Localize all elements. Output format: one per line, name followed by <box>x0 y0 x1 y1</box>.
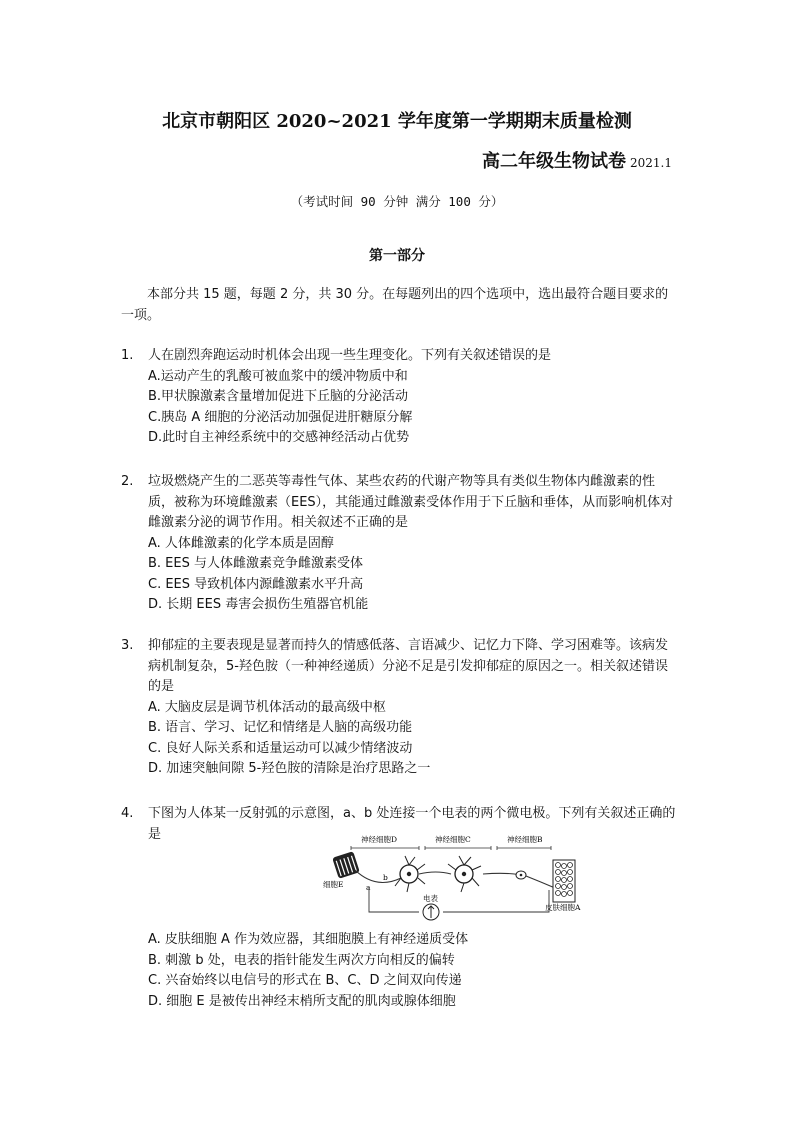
label-skin-cell-a: 皮肤细胞A <box>545 903 581 912</box>
neuron-b-body <box>516 871 526 879</box>
option-d: D.此时自主神经系统中的交感神经活动占优势 <box>148 430 410 445</box>
option-d: D. 加速突触间隙 5-羟色胺的清除是治疗思路之一 <box>148 761 431 776</box>
option-d: D. 长期 EES 毒害会损伤生殖器官机能 <box>148 597 369 612</box>
axon-d <box>355 870 401 883</box>
question-stem: 人在剧烈奔跑运动时机体会出现一些生理变化。下列有关叙述错误的是 <box>148 348 552 363</box>
option-a: A.运动产生的乳酸可被血浆中的缓冲物质中和 <box>148 368 408 384</box>
section-intro: 本部分共 15 题，每题 2 分，共 30 分。在每题列出的四个选项中，选出最符合题目要求的一项。 <box>121 287 669 323</box>
option-b: B.甲状腺激素含量增加促进下丘脑的分泌活动 <box>148 389 409 404</box>
question-number: 3. <box>121 638 134 653</box>
option-b: B. EES 与人体雌激素竞争雌激素受体 <box>148 556 363 571</box>
label-cell-e: 细胞E <box>323 880 344 889</box>
option-a: A. 皮肤细胞 A 作为效应器，其细胞膜上有神经递质受体 <box>148 932 469 947</box>
label-point-a: a <box>366 883 371 892</box>
option-a: A. 大脑皮层是调节机体活动的最高级中枢 <box>148 699 386 715</box>
reflex-arc-diagram <box>321 830 591 925</box>
question-4-options <box>121 930 677 1012</box>
meter-wire-left <box>369 888 419 912</box>
question-3 <box>121 636 677 780</box>
meter-icon <box>423 904 439 920</box>
exam-title: 北京市朝阳区 2020~2021 学年度第一学期期末质量检测 <box>162 111 632 132</box>
exam-meta: （考试时间 90 分钟 满分 100 分） <box>290 194 504 209</box>
neuron-brackets <box>351 846 551 850</box>
label-neuron-d: 神经细胞D <box>361 835 398 844</box>
question-1 <box>121 346 677 449</box>
label-meter: 电表 <box>423 894 438 903</box>
option-c: C. 良好人际关系和适量运动可以减少情绪波动 <box>148 740 413 756</box>
question-number: 1. <box>121 348 134 363</box>
option-b: B. 刺激 b 处，电表的指针能发生两次方向相反的偏转 <box>148 952 455 968</box>
label-neuron-c: 神经细胞C <box>435 835 471 844</box>
cell-e-muscle <box>332 851 360 879</box>
option-b: B. 语言、学习、记忆和情绪是人脑的高级功能 <box>148 720 413 735</box>
axon-c <box>419 872 451 874</box>
label-point-b: b <box>383 873 388 882</box>
meter-wire-right <box>443 890 549 912</box>
question-stem: 下图为人体某一反射弧的示意图，a、b 处连接一个电表的两个微电极。下列有关叙述正确的是 <box>148 806 676 842</box>
question-stem: 垃圾燃烧产生的二恶英等毒性气体、某些农药的代谢产物等具有类似生物体内雌激素的性质，被称为环境雌激素（EES），其能通过雌激素受体作用于下丘脑和垂体，从而影响机体对雌激素分泌的调节作用。相关叙述不正确的是 <box>148 474 674 530</box>
skin-cell-a <box>553 860 575 902</box>
subject-title: 高二年级生物试卷 <box>482 151 626 172</box>
section-title: 第一部分 <box>369 248 425 264</box>
option-a: A. 人体雌激素的化学本质是固醇 <box>148 535 334 551</box>
question-2 <box>121 472 677 616</box>
exam-date: 2021.1 <box>630 156 672 170</box>
option-c: C. EES 导致机体内源雌激素水平升高 <box>148 576 364 592</box>
option-c: C. 兴奋始终以电信号的形式在 B、C、D 之间双向传递 <box>148 973 462 988</box>
question-number: 2. <box>121 474 134 489</box>
option-c: C.胰岛 A 细胞的分泌活动加强促进肝糖原分解 <box>148 409 413 425</box>
neuron-c-body <box>448 856 481 892</box>
option-d: D. 细胞 E 是被传出神经末梢所支配的肌肉或腺体细胞 <box>148 993 456 1009</box>
question-number: 4. <box>121 806 134 821</box>
exam-subtitle <box>482 147 672 173</box>
label-neuron-b: 神经细胞B <box>507 835 543 844</box>
question-stem: 抑郁症的主要表现是显著而持久的情感低落、言语减少、记忆力下降、学习困难等。该病发病机制复杂，5-羟色胺（一种神经递质）分泌不足是引发抑郁症的原因之一。相关叙述错误的是 <box>148 638 669 694</box>
